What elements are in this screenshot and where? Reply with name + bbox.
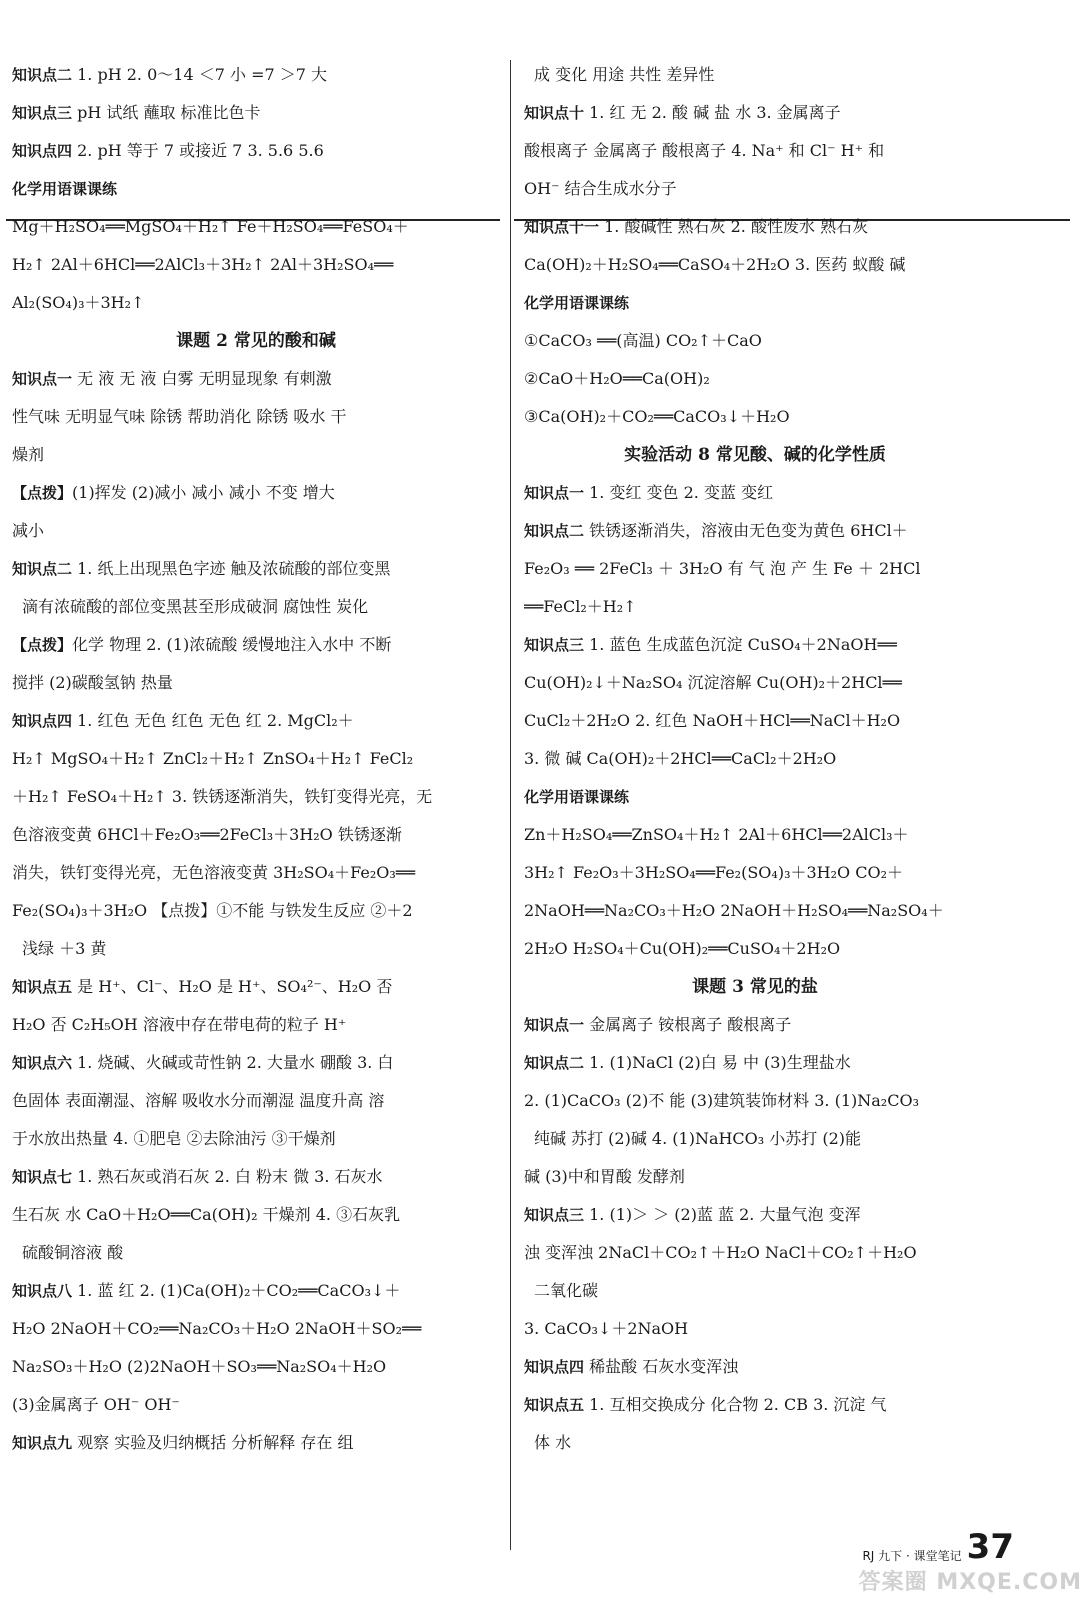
text-line <box>12 664 500 702</box>
text-line <box>524 550 986 588</box>
line-text: CuCl₂＋2H₂O 2. 红色 NaOH＋HCl══NaCl＋H₂O <box>524 711 901 730</box>
text-line <box>12 1348 500 1386</box>
line-text: ＋H₂↑ FeSO₄＋H₂↑ 3. 铁锈逐渐消失，铁钉变得光亮，无 <box>12 787 433 806</box>
line-text: Al₂(SO₄)₃＋3H₂↑ <box>12 293 145 312</box>
text-line <box>12 1234 500 1272</box>
line-text: 酸根离子 金属离子 酸根离子 4. Na⁺ 和 Cl⁻ H⁺ 和 <box>524 141 885 160</box>
text-line <box>12 1082 500 1120</box>
line-text: 1. 烧碱、火碱或苛性钠 2. 大量水 硼酸 3. 白 <box>72 1053 394 1072</box>
text-line <box>12 816 500 854</box>
text-line <box>524 1082 986 1120</box>
section-label: 知识点四 <box>524 1358 585 1376</box>
text-line <box>12 436 500 474</box>
text-line <box>12 1158 500 1196</box>
text-line <box>524 322 986 360</box>
line-text: ①CaCO₃ ══(高温) CO₂↑＋CaO <box>524 331 762 350</box>
line-text: OH⁻ 结合生成水分子 <box>524 179 677 198</box>
line-text: 滴有浓硫酸的部位变黑甚至形成破洞 腐蚀性 炭化 <box>22 597 369 616</box>
text-line <box>12 246 500 284</box>
text-line <box>12 968 500 1006</box>
section-label: 知识点一 <box>524 1016 585 1034</box>
line-text: 化学 物理 2. (1)浓硫酸 缓慢地注入水中 不断 <box>72 635 392 654</box>
text-line <box>524 664 986 702</box>
text-line <box>12 930 500 968</box>
text-line <box>12 94 500 132</box>
line-text: 1. 蓝 红 2. (1)Ca(OH)₂＋CO₂══CaCO₃↓＋ <box>72 1281 401 1300</box>
section-label: 知识点三 <box>524 636 585 654</box>
section-label: 知识点三 <box>12 104 73 122</box>
line-text: ══FeCl₂＋H₂↑ <box>524 597 637 616</box>
line-text: 1. 蓝色 生成蓝色沉淀 CuSO₄＋2NaOH══ <box>584 635 897 654</box>
section-label: 知识点二 <box>524 522 585 540</box>
line-text: 1. 变红 变色 2. 变蓝 变红 <box>584 483 774 502</box>
section-label: 知识点二 <box>12 66 73 84</box>
section-label: 知识点八 <box>12 1282 73 1300</box>
line-text: 1. (1)＞ ＞ (2)蓝 蓝 2. 大量气泡 变浑 <box>584 1205 861 1224</box>
line-text: 无 液 无 液 白雾 无明显现象 有刺激 <box>72 369 332 388</box>
line-text: H₂O 否 C₂H₅OH 溶液中存在带电荷的粒子 H⁺ <box>12 1015 347 1034</box>
text-line <box>524 1006 986 1044</box>
text-line <box>12 854 500 892</box>
line-text: 1. 酸碱性 熟石灰 2. 酸性废水 熟石灰 <box>599 217 869 236</box>
text-line <box>524 892 986 930</box>
line-text: 3. 微 碱 Ca(OH)₂＋2HCl══CaCl₂＋2H₂O <box>524 749 837 768</box>
text-line <box>524 284 986 322</box>
section-heading: 课题 3 常见的盐 <box>692 977 818 997</box>
text-line <box>524 1044 986 1082</box>
text-line <box>524 588 986 626</box>
text-line <box>524 1310 986 1348</box>
line-text: 1. 红色 无色 红色 无色 红 2. MgCl₂＋ <box>72 711 354 730</box>
section-label: 知识点九 <box>12 1434 73 1452</box>
line-text: 色固体 表面潮湿、溶解 吸收水分而潮湿 温度升高 溶 <box>12 1091 385 1110</box>
line-text: 于水放出热量 4. ①肥皂 ②去除油污 ③干燥剂 <box>12 1129 336 1148</box>
text-line <box>12 892 500 930</box>
section-label: 化学用语课课练 <box>524 788 630 806</box>
text-line <box>12 1006 500 1044</box>
line-text: Ca(OH)₂＋H₂SO₄══CaSO₄＋2H₂O 3. 医药 蚁酸 碱 <box>524 255 906 274</box>
section-label: 知识点五 <box>12 978 73 996</box>
section-heading: 实验活动 8 常见酸、碱的化学性质 <box>624 445 886 465</box>
text-line <box>12 56 500 94</box>
line-text: H₂↑ MgSO₄＋H₂↑ ZnCl₂＋H₂↑ ZnSO₄＋H₂↑ FeCl₂ <box>12 749 414 768</box>
line-text: Fe₂(SO₄)₃＋3H₂O 【点拨】①不能 与铁发生反应 ②＋2 <box>12 901 413 920</box>
text-line <box>524 1424 986 1462</box>
text-line <box>524 1348 986 1386</box>
text-line <box>524 1386 986 1424</box>
section-label: 知识点十 <box>524 104 585 122</box>
text-line <box>12 284 500 322</box>
line-text: 稀盐酸 石灰水变浑浊 <box>584 1357 739 1376</box>
text-line <box>12 208 500 246</box>
section-label: 知识点四 <box>12 712 73 730</box>
line-text: 1. (1)NaCl (2)白 易 中 (3)生理盐水 <box>584 1053 851 1072</box>
line-text: 消失，铁钉变得光亮，无色溶液变黄 3H₂SO₄＋Fe₂O₃══ <box>12 863 416 882</box>
line-text: 碱 (3)中和胃酸 发酵剂 <box>524 1167 685 1186</box>
line-text: 1. 熟石灰或消石灰 2. 白 粉末 微 3. 石灰水 <box>72 1167 383 1186</box>
line-text: 生石灰 水 CaO＋H₂O══Ca(OH)₂ 干燥剂 4. ③石灰乳 <box>12 1205 401 1224</box>
line-text: (1)挥发 (2)减小 减小 减小 不变 增大 <box>72 483 335 502</box>
line-text: 色溶液变黄 6HCl＋Fe₂O₃══2FeCl₃＋3H₂O 铁锈逐渐 <box>12 825 402 844</box>
line-text: Mg＋H₂SO₄══MgSO₄＋H₂↑ Fe＋H₂SO₄══FeSO₄＋ <box>12 217 409 236</box>
text-line <box>12 170 500 208</box>
line-text: 浊 变浑浊 2NaCl＋CO₂↑＋H₂O NaCl＋CO₂↑＋H₂O <box>524 1243 917 1262</box>
text-line <box>524 1234 986 1272</box>
text-line <box>524 360 986 398</box>
section-label: 知识点一 <box>12 370 73 388</box>
line-text: 1. 纸上出现黑色字迹 触及浓硫酸的部位变黑 <box>72 559 391 578</box>
line-text: 减小 <box>12 521 45 540</box>
text-line <box>12 550 500 588</box>
text-line <box>12 778 500 816</box>
text-line <box>524 56 986 94</box>
section-label: 知识点二 <box>12 560 73 578</box>
text-line <box>12 588 500 626</box>
text-line <box>12 1386 500 1424</box>
text-line <box>524 1120 986 1158</box>
column-divider <box>510 60 511 1550</box>
line-text: Na₂SO₃＋H₂O (2)2NaOH＋SO₃══Na₂SO₄＋H₂O <box>12 1357 387 1376</box>
text-line <box>524 474 986 512</box>
text-line <box>524 702 986 740</box>
watermark-logo: 答案圈 MXQE.COM <box>858 1570 1082 1595</box>
section-label: 知识点一 <box>524 484 585 502</box>
line-text: 体 水 <box>534 1433 572 1452</box>
text-line <box>12 702 500 740</box>
line-text: 2H₂O H₂SO₄＋Cu(OH)₂══CuSO₄＋2H₂O <box>524 939 841 958</box>
page-footer <box>862 1527 1014 1567</box>
text-line <box>524 626 986 664</box>
text-line <box>524 1196 986 1234</box>
line-text: ③Ca(OH)₂＋CO₂══CaCO₃↓＋H₂O <box>524 407 790 426</box>
line-text: 浅绿 ＋3 黄 <box>22 939 107 958</box>
text-line <box>524 398 986 436</box>
section-label: 知识点六 <box>12 1054 73 1072</box>
section-label: 知识点二 <box>524 1054 585 1072</box>
section-label: 【点拨】 <box>12 484 73 502</box>
footer-text: RJ 九下 · 课堂笔记 <box>862 1549 962 1563</box>
line-text: 金属离子 铵根离子 酸根离子 <box>584 1015 792 1034</box>
line-text: Zn＋H₂SO₄══ZnSO₄＋H₂↑ 2Al＋6HCl══2AlCl₃＋ <box>524 825 909 844</box>
line-text: 是 H⁺、Cl⁻、H₂O 是 H⁺、SO₄²⁻、H₂O 否 <box>72 977 393 996</box>
line-text: 性气味 无明显气味 除锈 帮助消化 除锈 吸水 干 <box>12 407 347 426</box>
text-line <box>524 94 986 132</box>
section-label: 知识点七 <box>12 1168 73 1186</box>
line-text: 2. pH 等于 7 或接近 7 3. 5.6 5.6 <box>72 141 324 160</box>
line-text: 铁锈逐渐消失，溶液由无色变为黄色 6HCl＋ <box>584 521 908 540</box>
text-line <box>524 854 986 892</box>
line-text: 硫酸铜溶液 酸 <box>22 1243 124 1262</box>
text-line <box>12 398 500 436</box>
text-line <box>524 778 986 816</box>
line-text: 1. 红 无 2. 酸 碱 盐 水 3. 金属离子 <box>584 103 841 122</box>
section-label: 知识点三 <box>524 1206 585 1224</box>
line-text: ②CaO＋H₂O══Ca(OH)₂ <box>524 369 710 388</box>
text-line <box>12 626 500 664</box>
line-text: Cu(OH)₂↓＋Na₂SO₄ 沉淀溶解 Cu(OH)₂＋2HCl══ <box>524 673 902 692</box>
line-text: H₂O 2NaOH＋CO₂══Na₂CO₃＋H₂O 2NaOH＋SO₂══ <box>12 1319 422 1338</box>
section-label: 化学用语课课练 <box>524 294 630 312</box>
line-text: 2. (1)CaCO₃ (2)不 能 (3)建筑装饰材料 3. (1)Na₂CO₃ <box>524 1091 919 1110</box>
line-text: 1. 互相交换成分 化合物 2. CB 3. 沉淀 气 <box>584 1395 887 1414</box>
text-line <box>12 740 500 778</box>
section-label: 化学用语课课练 <box>12 180 118 198</box>
line-text: 3. CaCO₃↓＋2NaOH <box>524 1319 689 1338</box>
section-heading: 课题 2 常见的酸和碱 <box>176 331 336 351</box>
text-line <box>12 512 500 550</box>
text-line <box>524 816 986 854</box>
page-number: 37 <box>966 1527 1014 1567</box>
text-line <box>12 1272 500 1310</box>
line-text: pH 试纸 蘸取 标准比色卡 <box>72 103 261 122</box>
left-column <box>12 56 500 1462</box>
line-text: 3H₂↑ Fe₂O₃＋3H₂SO₄══Fe₂(SO₄)₃＋3H₂O CO₂＋ <box>524 863 904 882</box>
text-line <box>12 132 500 170</box>
section-label: 知识点十一 <box>524 218 600 236</box>
text-line <box>524 930 986 968</box>
text-line <box>524 208 986 246</box>
text-line <box>12 1424 500 1462</box>
line-text: 成 变化 用途 共性 差异性 <box>534 65 715 84</box>
section-label: 知识点五 <box>524 1396 585 1414</box>
section-label: 【点拨】 <box>12 636 73 654</box>
text-line <box>12 474 500 512</box>
text-line <box>524 246 986 284</box>
line-text: H₂↑ 2Al＋6HCl══2AlCl₃＋3H₂↑ 2Al＋3H₂SO₄══ <box>12 255 394 274</box>
line-text: (3)金属离子 OH⁻ OH⁻ <box>12 1395 180 1414</box>
line-text: Fe₂O₃ ══ 2FeCl₃ ＋ 3H₂O 有 气 泡 产 生 Fe ＋ 2HCl <box>524 559 921 578</box>
text-line <box>524 512 986 550</box>
text-line <box>524 1158 986 1196</box>
text-line <box>524 132 986 170</box>
section-label: 知识点四 <box>12 142 73 160</box>
text-line <box>12 1310 500 1348</box>
text-line <box>12 360 500 398</box>
text-line <box>524 170 986 208</box>
text-line <box>524 740 986 778</box>
line-text: 燥剂 <box>12 445 45 464</box>
right-column <box>524 56 986 1462</box>
line-text: 2NaOH══Na₂CO₃＋H₂O 2NaOH＋H₂SO₄══Na₂SO₄＋ <box>524 901 944 920</box>
text-line <box>12 1120 500 1158</box>
line-text: 纯碱 苏打 (2)碱 4. (1)NaHCO₃ 小苏打 (2)能 <box>534 1129 862 1148</box>
line-text: 二氧化碳 <box>534 1281 599 1300</box>
text-line <box>524 1272 986 1310</box>
text-line <box>12 1196 500 1234</box>
text-line <box>12 1044 500 1082</box>
line-text: 观察 实验及归纳概括 分析解释 存在 组 <box>72 1433 354 1452</box>
line-text: 搅拌 (2)碳酸氢钠 热量 <box>12 673 173 692</box>
line-text: 1. pH 2. 0～14 ＜7 小 =7 ＞7 大 <box>72 65 328 84</box>
